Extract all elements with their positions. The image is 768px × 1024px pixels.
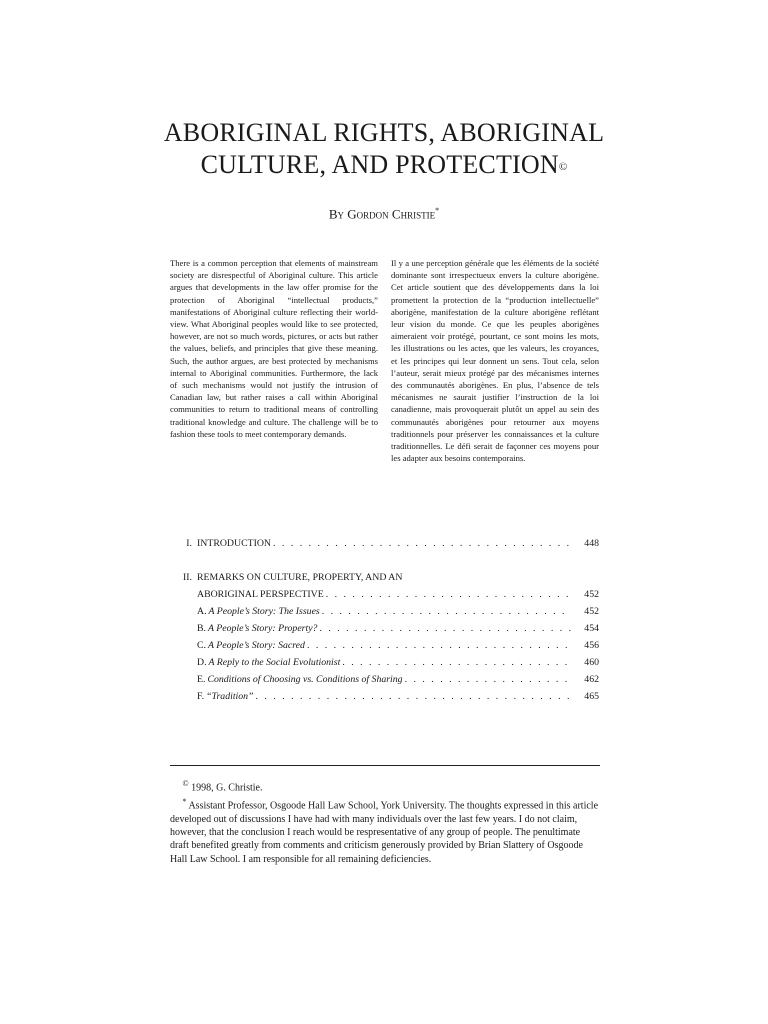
author-byline bbox=[0, 206, 768, 222]
toc-page-number: 460 bbox=[584, 657, 599, 668]
toc-section-label: REMARKS ON CULTURE, PROPERTY, AND AN bbox=[197, 572, 403, 583]
title-line-2 bbox=[0, 149, 768, 181]
toc-subsection-letter: D. bbox=[197, 657, 207, 668]
toc-subsection-label: A People’s Story: Sacred bbox=[207, 640, 305, 651]
toc-subsection-letter: E. bbox=[197, 674, 206, 685]
toc-subsection bbox=[172, 623, 599, 640]
toc-subsection-label: A People’s Story: The Issues bbox=[208, 606, 320, 617]
footnote-mark: * bbox=[182, 797, 187, 806]
toc-leader-dots bbox=[307, 640, 571, 651]
abstract-french: Il y a une perception générale que les éléments de la société dominante sont irrespectueux envers la culture aborigène. Cet article soutient que des développements dans la loi promettent la protection de la “production intellectuelle” aborigène, manifestation de la culture aborigène reflétant leur vision du monde. Ce que les peuples aborigènes aimeraient voir protégé, pourtant, ce sont moins les mots, les illustrations ou les actes, que les valeurs, les croyances, et les principes qui leur donnent un sens. Tout cela, selon l’auteur, serait mieux protégé par des mécanismes internes des communautés aborigènes. En plus, l’absence de tels mécanismes ne saurait justifier l’instruction de la loi canadienne, mais provoquerait plutôt un appel au sein des communautés aborigènes pour retourner aux moyens traditionnels pour préserver les connaissances et la culture traditionnelles. Le défi serait de façonner ces moyens pour les adapter aux besoins contemporains. bbox=[391, 258, 599, 464]
toc-leader-dots bbox=[256, 691, 571, 702]
toc-section-label: INTRODUCTION bbox=[197, 538, 272, 549]
toc-subsection-label: Conditions of Choosing vs. Conditions of Sharing bbox=[207, 674, 403, 685]
toc-subsection bbox=[172, 691, 599, 708]
toc-leader-dots bbox=[405, 674, 571, 685]
toc-section-number: II. bbox=[183, 572, 192, 583]
toc-leader-dots bbox=[319, 623, 571, 634]
toc-subsection bbox=[172, 674, 599, 691]
toc-subsection-label: “Tradition” bbox=[206, 691, 254, 702]
toc-subsection bbox=[172, 657, 599, 674]
title-line-2-text: CULTURE, AND PROTECTION bbox=[200, 150, 559, 179]
toc-leader-dots bbox=[273, 538, 571, 549]
abstract-english: There is a common perception that elements of mainstream society are disrespectful of Aboriginal culture. This article argues that developments in the law offer promise for the protection of Aboriginal “intellectual products,” manifestations of Aboriginal culture reflecting their world-view. What Aboriginal peoples would like to see protected, however, are not so much words, pictures, or acts but rather the values, beliefs, and principles that give these meaning. Such, the author argues, are best protected by mechanisms internal to Aboriginal communities. Furthermore, the lack of such mechanisms would not justify the intrusion of Canadian law, but rather raises a call within Aboriginal communities to return to traditional means of controlling traditional knowledge and culture. The challenge will be to fashion these tools to meet contemporary demands. bbox=[170, 258, 378, 439]
footnote-divider bbox=[170, 765, 600, 766]
table-of-contents bbox=[172, 538, 599, 708]
toc-page-number: 448 bbox=[584, 538, 599, 549]
toc-entry-remarks-heading bbox=[172, 572, 599, 589]
toc-page-number: 465 bbox=[584, 691, 599, 702]
footnote-text: 1998, G. Christie. bbox=[191, 782, 263, 794]
toc-subsection-label: A Reply to the Social Evolutionist bbox=[208, 657, 341, 668]
toc-page-number: 462 bbox=[584, 674, 599, 685]
toc-page-number: 452 bbox=[584, 589, 599, 600]
toc-leader-dots bbox=[342, 657, 571, 668]
footnote-text: Assistant Professor, Osgoode Hall Law School, York University. The thoughts expressed in this article developed out of discussions I have had with many individuals over the last few years. I do not claim, however, that the conclusion I reach would be respresentative of any group of people. The penultimate draft benefited greatly from comments and criticism generously provided by Brian Slattery of Osgoode Hall Law School. I am responsible for all remaining deficiencies. bbox=[170, 800, 599, 865]
toc-page-number: 456 bbox=[584, 640, 599, 651]
toc-page-number: 452 bbox=[584, 606, 599, 617]
byline-footnote-mark: * bbox=[435, 206, 440, 215]
title-copyright-mark: © bbox=[558, 161, 568, 173]
toc-page-number: 454 bbox=[584, 623, 599, 634]
toc-entry-introduction bbox=[172, 538, 599, 555]
footnote-copyright bbox=[170, 777, 600, 795]
toc-leader-dots bbox=[322, 606, 571, 617]
footnote-mark: © bbox=[182, 779, 189, 788]
toc-leader-dots bbox=[326, 589, 571, 600]
toc-subsection bbox=[172, 606, 599, 623]
toc-subsection bbox=[172, 640, 599, 657]
byline-text: By Gordon Christie bbox=[328, 206, 436, 222]
footnote-author bbox=[170, 795, 600, 866]
toc-subsection-letter: C. bbox=[197, 640, 206, 651]
article-title bbox=[0, 117, 768, 181]
title-line-1: ABORIGINAL RIGHTS, ABORIGINAL bbox=[163, 118, 605, 147]
toc-section-label-cont: ABORIGINAL PERSPECTIVE bbox=[197, 589, 324, 600]
toc-section-number: I. bbox=[186, 538, 192, 549]
toc-subsection-label: A People’s Story: Property? bbox=[207, 623, 318, 634]
toc-subsection-letter: A. bbox=[197, 606, 207, 617]
toc-spacer bbox=[172, 555, 599, 572]
toc-subsection-letter: B. bbox=[197, 623, 206, 634]
toc-subsection-letter: F. bbox=[197, 691, 205, 702]
toc-entry-remarks bbox=[172, 589, 599, 606]
